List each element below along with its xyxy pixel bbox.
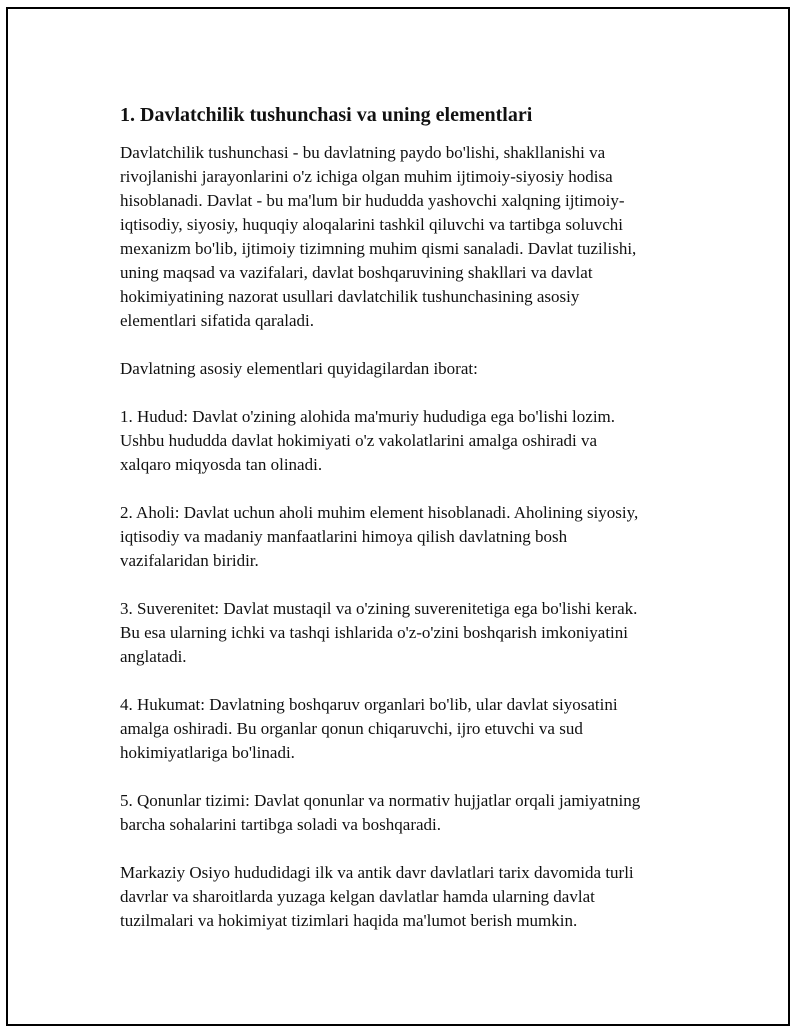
page-frame [6, 7, 790, 1026]
paragraph-element-population: 2. Aholi: Davlat uchun aholi muhim element hisoblanadi. Aholining siyosiy, iqtisodiy va madaniy manfaatlarini himoya qilish davlatning bosh vazifalaridan biridir. [120, 503, 639, 570]
paragraph-element-sovereignty: 3. Suverenitet: Davlat mustaqil va o'zining suverenitetiga ega bo'lishi kerak. Bu esa ularning ichki va tashqi ishlarida o'z-o'zini boshqarish imkoniyatini anglatadi. [120, 599, 638, 666]
paragraph-element-government: 4. Hukumat: Davlatning boshqaruv organlari bo'lib, ular davlat siyosatini amalga oshiradi. Bu organlar qonun chiqaruvchi, ijro etuvchi va sud hokimiyatlariga bo'linadi. [120, 695, 618, 762]
paragraph-intro: Davlatchilik tushunchasi - bu davlatning paydo bo'lishi, shakllanishi va rivojlanishi jarayonlarini o'z ichiga olgan muhim ijtimoiy-siyosiy hodisa hisoblanadi. Davlat - bu ma'lum bir hududda yashovchi xalqning ijtimoiy- iqtisodiy, siyosiy, huquqiy aloqalarini tashkil qiluvchi va tartibga soluvchi mexanizm bo'lib, ijtimoiy tizimning muhim qismi sanaladi. Davlat tuzilishi, uning maqsad va vazifalari, davlat boshqaruvining shakllari va davlat hokimiyatining nazorat usullari davlatchilik tushunchasining asosiy elementlari sifatida qaraladi. [120, 143, 637, 330]
paragraph-elements-lead: Davlatning asosiy elementlari quyidagilardan iborat: [120, 359, 478, 378]
paragraph-conclusion: Markaziy Osiyo hududidagi ilk va antik davr davlatlari tarix davomida turli davrlar va sharoitlarda yuzaga kelgan davlatlar hamda ularning davlat tuzilmalari va hokimiyat tizimlari haqida ma'lumot berish mumkin. [120, 863, 634, 930]
paragraph-element-laws: 5. Qonunlar tizimi: Davlat qonunlar va normativ hujjatlar orqali jamiyatning barcha sohalarini tartibga soladi va boshqaradi. [120, 791, 641, 834]
document-title: 1. Davlatchilik tushunchasi va uning elementlari [120, 104, 533, 126]
paragraph-element-territory: 1. Hudud: Davlat o'zining alohida ma'muriy hududiga ega bo'lishi lozim. Ushbu hududda davlat hokimiyati o'z vakolatlarini amalga oshiradi va xalqaro miqyosda tan olinadi. [120, 407, 616, 474]
document-body [120, 101, 700, 957]
